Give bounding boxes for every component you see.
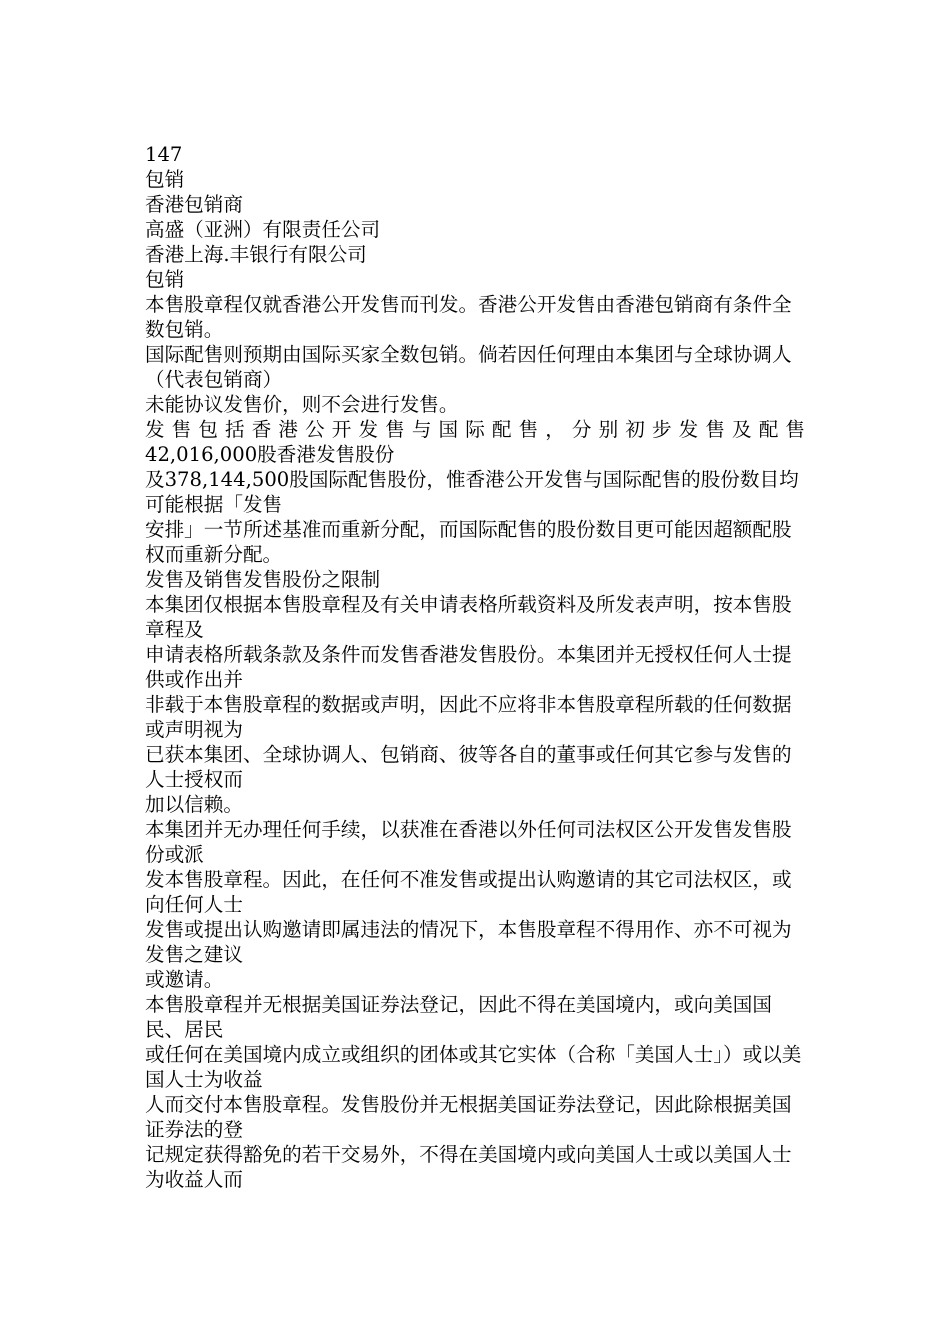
section-heading: 包销 — [145, 168, 185, 191]
document-page — [145, 142, 805, 1192]
text-line: 发售包括香港公开发售与国际配售，分别初步发售及配售 — [145, 418, 805, 441]
subheading: 发售及销售发售股份之限制 — [145, 568, 381, 591]
text-line: 或任何在美国境内成立或组织的团体或其它实体（合称「美国人士」）或以美国人士为收益 — [145, 1043, 802, 1091]
text-line: 42,016,000股香港发售股份 — [145, 443, 395, 466]
text-line: 本集团并无办理任何手续，以获准在香港以外任何司法权区公开发售发售股份或派 — [145, 818, 792, 866]
subheading: 包销 — [145, 268, 185, 291]
text-line: 非载于本售股章程的数据或声明，因此不应将非本售股章程所载的任何数据或声明视为 — [145, 693, 792, 741]
text-line: 发售或提出认购邀请即属违法的情况下，本售股章程不得用作、亦不可视为发售之建议 — [145, 918, 792, 966]
text-line: 本售股章程并无根据美国证券法登记，因此不得在美国境内，或向美国国民、居民 — [145, 993, 772, 1041]
text-line: 记规定获得豁免的若干交易外，不得在美国境内或向美国人士或以美国人士为收益人而 — [145, 1143, 792, 1191]
text-line: 国际配售则预期由国际买家全数包销。倘若因任何理由本集团与全球协调人（代表包销商） — [145, 343, 792, 391]
text-line: 未能协议发售价，则不会进行发售。 — [145, 393, 459, 416]
page-number: 147 — [145, 143, 183, 166]
text-line: 申请表格所载条款及条件而发售香港发售股份。本集团并无授权任何人士提供或作出并 — [145, 643, 792, 691]
text-line: 本售股章程仅就香港公开发售而刊发。香港公开发售由香港包销商有条件全数包销。 — [145, 293, 792, 341]
text-line: 本集团仅根据本售股章程及有关申请表格所载资料及所发表声明，按本售股章程及 — [145, 593, 792, 641]
underwriter-name: 香港上海.丰银行有限公司 — [145, 243, 367, 266]
text-line: 及378,144,500股国际配售股份，惟香港公开发售与国际配售的股份数目均可能根据「发售 — [145, 468, 799, 516]
text-line: 加以信赖。 — [145, 793, 243, 816]
text-line: 或邀请。 — [145, 968, 224, 991]
text-line: 已获本集团、全球协调人、包销商、彼等各自的董事或任何其它参与发售的人士授权而 — [145, 743, 792, 791]
text-line: 安排」一节所述基准而重新分配，而国际配售的股份数目更可能因超额配股权而重新分配。 — [145, 518, 792, 566]
underwriter-name: 高盛（亚洲）有限责任公司 — [145, 218, 381, 241]
text-line: 人而交付本售股章程。发售股份并无根据美国证券法登记，因此除根据美国证券法的登 — [145, 1093, 792, 1141]
subheading: 香港包销商 — [145, 193, 243, 216]
text-line: 发本售股章程。因此，在任何不准发售或提出认购邀请的其它司法权区，或向任何人士 — [145, 868, 792, 916]
